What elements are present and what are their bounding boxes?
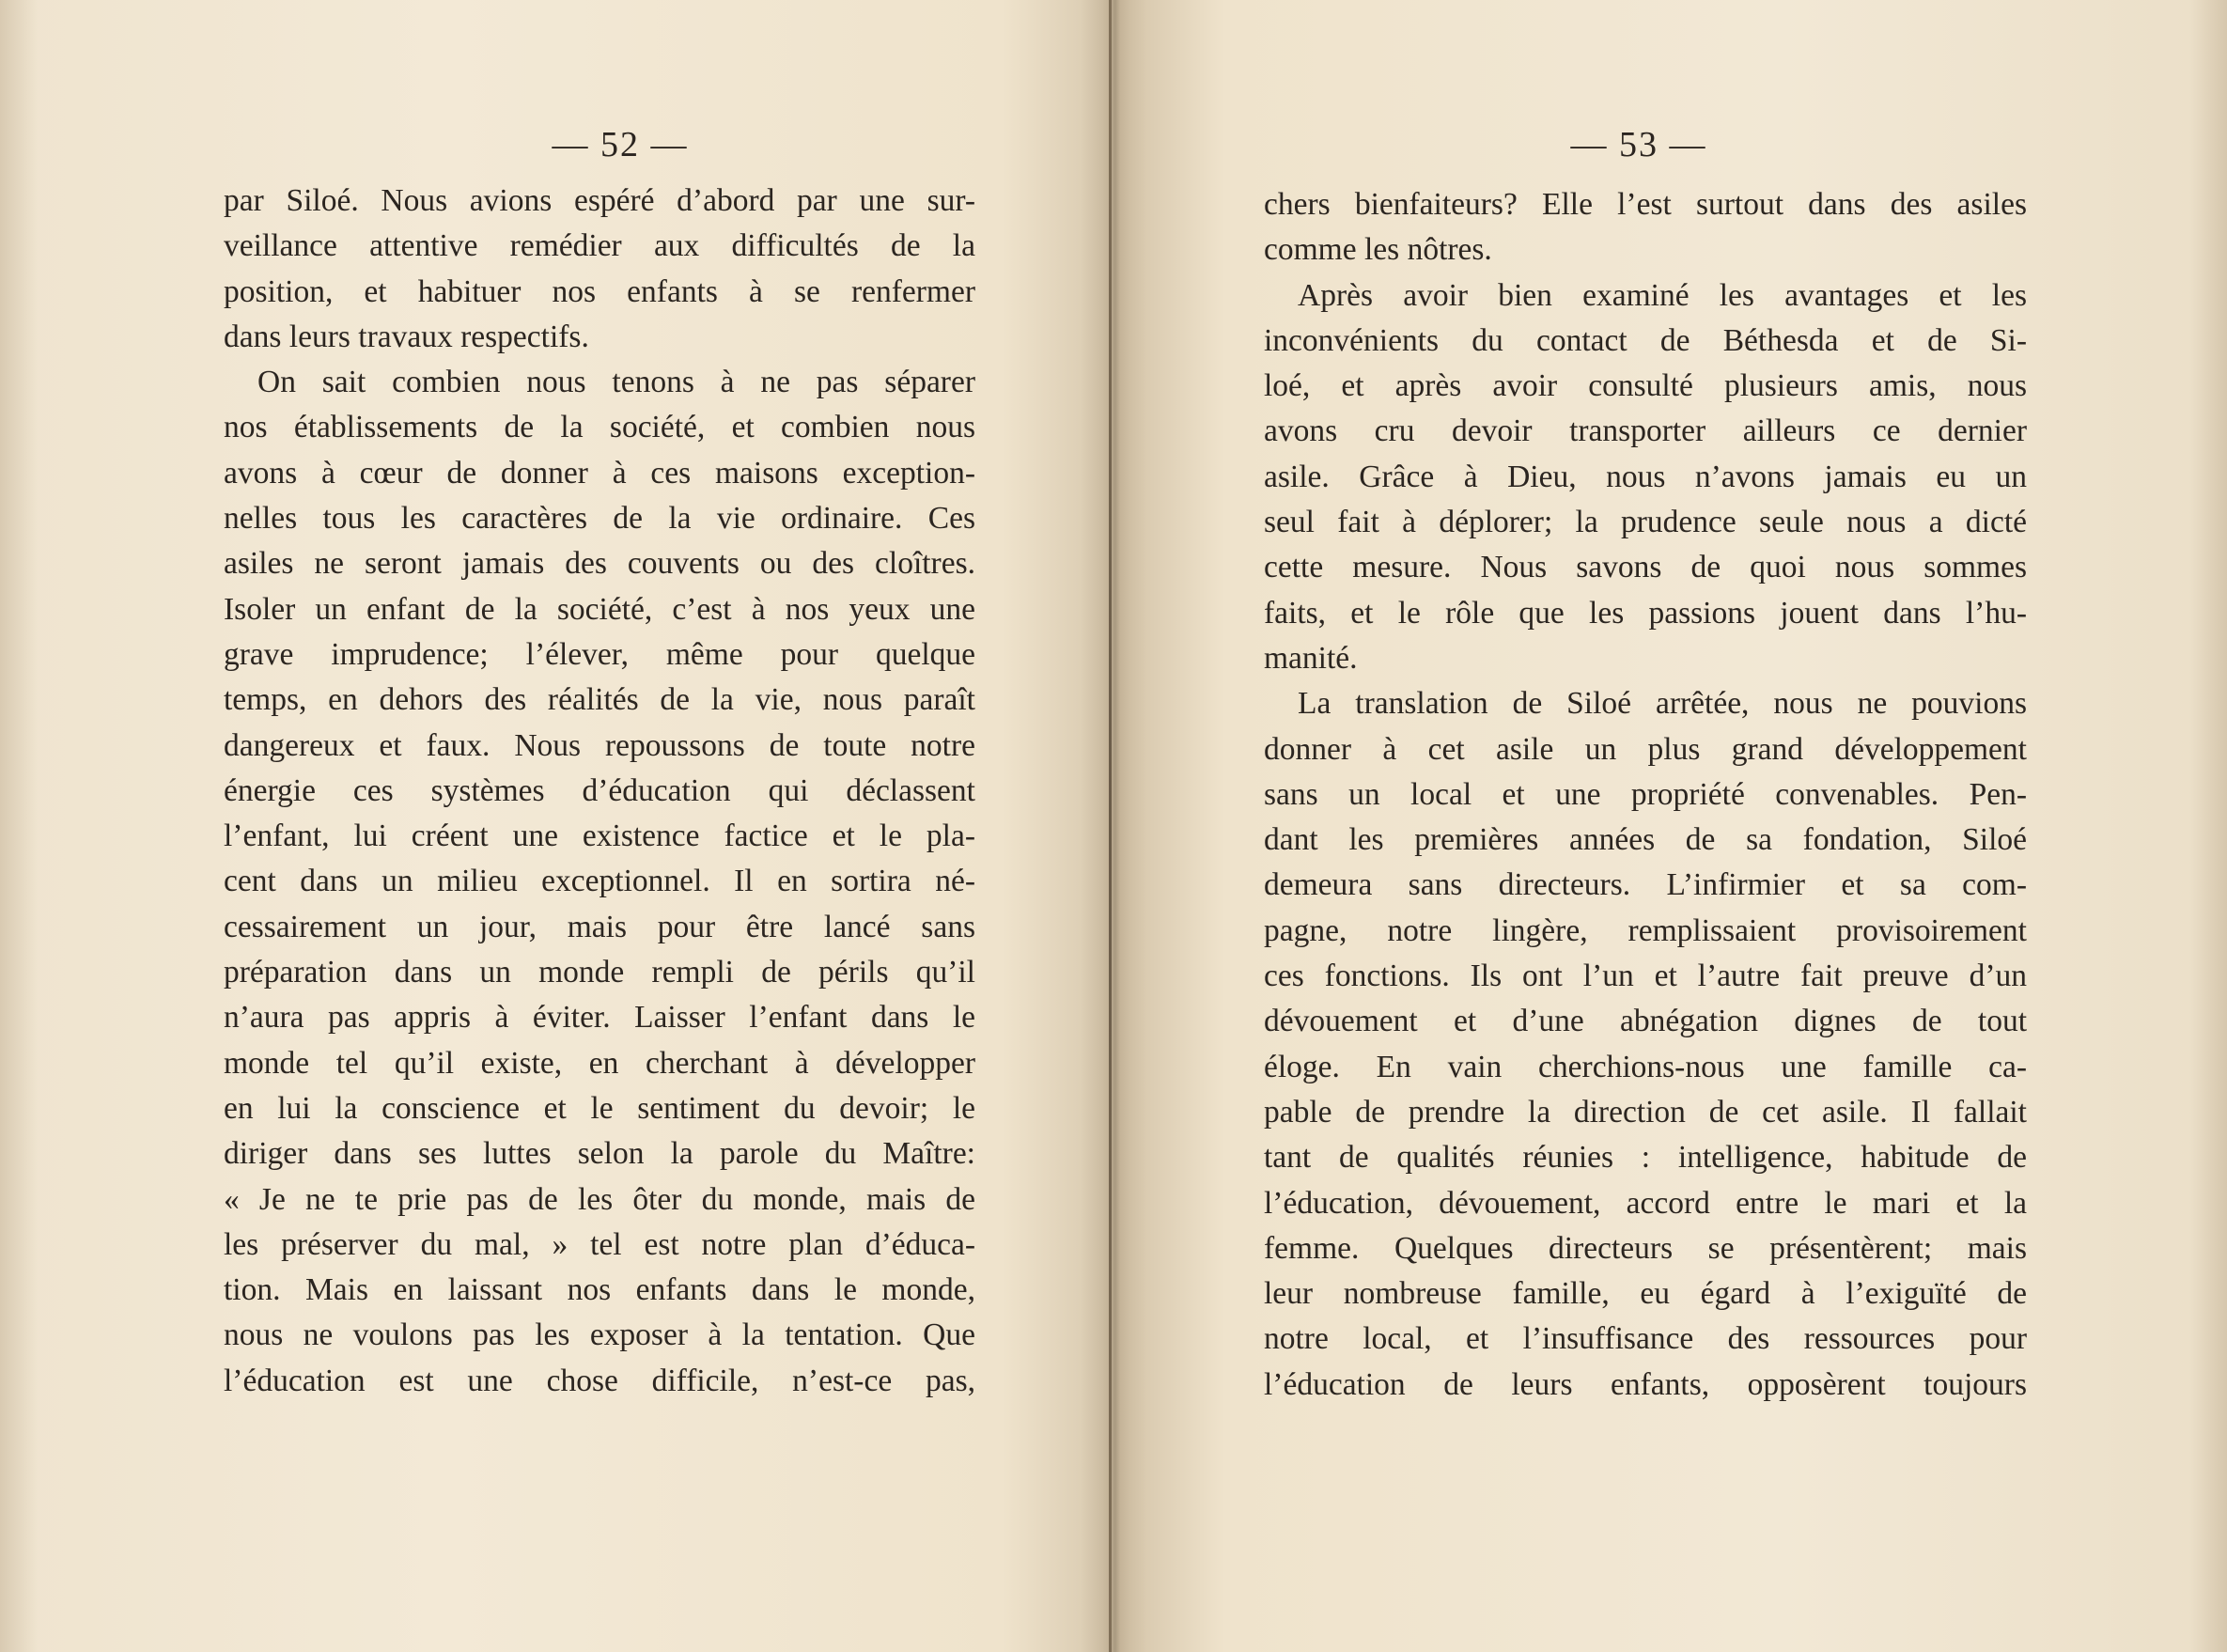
text-line: manité. — [1264, 640, 1358, 676]
left-page-text — [224, 179, 975, 1404]
text-line: notre local, et l’insuffisance des ressources pour — [1264, 1321, 2027, 1357]
text-line: tion. Mais en laissant nos enfants dans le monde, — [224, 1272, 975, 1308]
right-page — [1114, 0, 2227, 1652]
text-line: énergie ces systèmes d’éducation qui déclassent — [224, 772, 975, 808]
text-line: position, et habituer nos enfants à se renfermer — [224, 273, 975, 309]
text-line: par Siloé. Nous avions espéré d’abord par une sur- — [224, 183, 975, 218]
text-line: dangereux et faux. Nous repoussons de toute notre — [224, 727, 975, 763]
text-line: On sait combien nous tenons à ne pas séparer — [257, 365, 975, 400]
page-number-right: — 53 — — [1570, 125, 1707, 164]
text-line: Isoler un enfant de la société, c’est à nos yeux une — [224, 591, 975, 627]
text-line: l’éducation est une chose difficile, n’est-ce pas, — [224, 1363, 975, 1398]
text-line: La translation de Siloé arrêtée, nous ne pouvions — [1298, 686, 2027, 722]
text-line: faits, et le rôle que les passions jouent dans l’hu- — [1264, 595, 2027, 631]
text-line: n’aura pas appris à éviter. Laisser l’enfant dans le — [224, 1000, 975, 1036]
text-line: dévouement et d’une abnégation dignes de tout — [1264, 1004, 2027, 1039]
text-line: demeura sans directeurs. L’infirmier et sa com- — [1264, 867, 2027, 903]
text-line: dant les premières années de sa fondation, Siloé — [1264, 822, 2027, 858]
text-line: l’éducation, dévouement, accord entre le mari et la — [1264, 1185, 2027, 1221]
text-line: « Je ne te prie pas de les ôter du monde, mais de — [224, 1181, 975, 1217]
text-line: asiles ne seront jamais des couvents ou des cloîtres. — [224, 546, 975, 582]
text-line: asile. Grâce à Dieu, nous n’avons jamais eu un — [1264, 459, 2027, 494]
text-line: inconvénients du contact de Béthesda et de Si- — [1264, 322, 2027, 358]
text-line: nos établissements de la société, et combien nous — [224, 410, 975, 445]
right-page-text — [1264, 182, 2027, 1408]
text-line: avons cru devoir transporter ailleurs ce dernier — [1264, 413, 2027, 449]
text-line: femme. Quelques directeurs se présentèrent; mais — [1264, 1230, 2027, 1266]
text-line: avons à cœur de donner à ces maisons exception- — [224, 455, 975, 491]
text-line: l’éducation de leurs enfants, opposèrent toujours — [1264, 1366, 2027, 1402]
text-line: dans leurs travaux respectifs. — [224, 319, 589, 354]
text-line: sans un local et une propriété convenables. Pen- — [1264, 776, 2027, 812]
text-line: monde tel qu’il existe, en cherchant à développer — [224, 1045, 975, 1081]
text-line: éloge. En vain cherchions-nous une famille ca- — [1264, 1049, 2027, 1084]
text-line: seul fait à déplorer; la prudence seule nous a dicté — [1264, 505, 2027, 540]
text-line: pagne, notre lingère, remplissaient provisoirement — [1264, 912, 2027, 948]
text-line: grave imprudence; l’élever, même pour quelque — [224, 636, 975, 672]
text-line: donner à cet asile un plus grand développement — [1264, 731, 2027, 767]
text-line: Après avoir bien examiné les avantages et les — [1298, 277, 2027, 313]
text-line: cette mesure. Nous savons de quoi nous sommes — [1264, 550, 2027, 585]
text-line: l’enfant, lui créent une existence factice et le pla- — [224, 818, 975, 854]
text-line: les préserver du mal, » tel est notre plan d’éduca- — [224, 1226, 975, 1262]
text-line: en lui la conscience et le sentiment du devoir; le — [224, 1090, 975, 1126]
text-line: diriger dans ses luttes selon la parole du Maître: — [224, 1136, 975, 1172]
text-line: loé, et après avoir consulté plusieurs amis, nous — [1264, 368, 2027, 404]
text-line: comme les nôtres. — [1264, 232, 1492, 268]
text-line: cessairement un jour, mais pour être lancé sans — [224, 909, 975, 944]
text-line: nelles tous les caractères de la vie ordinaire. Ces — [224, 501, 975, 537]
text-line: tant de qualités réunies : intelligence, habitude de — [1264, 1140, 2027, 1176]
text-line: leur nombreuse famille, eu égard à l’exiguïté de — [1264, 1276, 2027, 1312]
text-line: préparation dans un monde rempli de périls qu’il — [224, 955, 975, 990]
text-line: pable de prendre la direction de cet asile. Il fallait — [1264, 1094, 2027, 1130]
text-line: nous ne voulons pas les exposer à la tentation. Que — [224, 1317, 975, 1353]
text-line: cent dans un milieu exceptionnel. Il en sortira né- — [224, 864, 975, 899]
page-number-left: — 52 — — [552, 125, 689, 164]
text-line: temps, en dehors des réalités de la vie, nous paraît — [224, 682, 975, 718]
text-line: veillance attentive remédier aux difficultés de la — [224, 228, 975, 264]
text-line: chers bienfaiteurs? Elle l’est surtout dans des asiles — [1264, 187, 2027, 222]
text-line: ces fonctions. Ils ont l’un et l’autre fait preuve d’un — [1264, 958, 2027, 994]
